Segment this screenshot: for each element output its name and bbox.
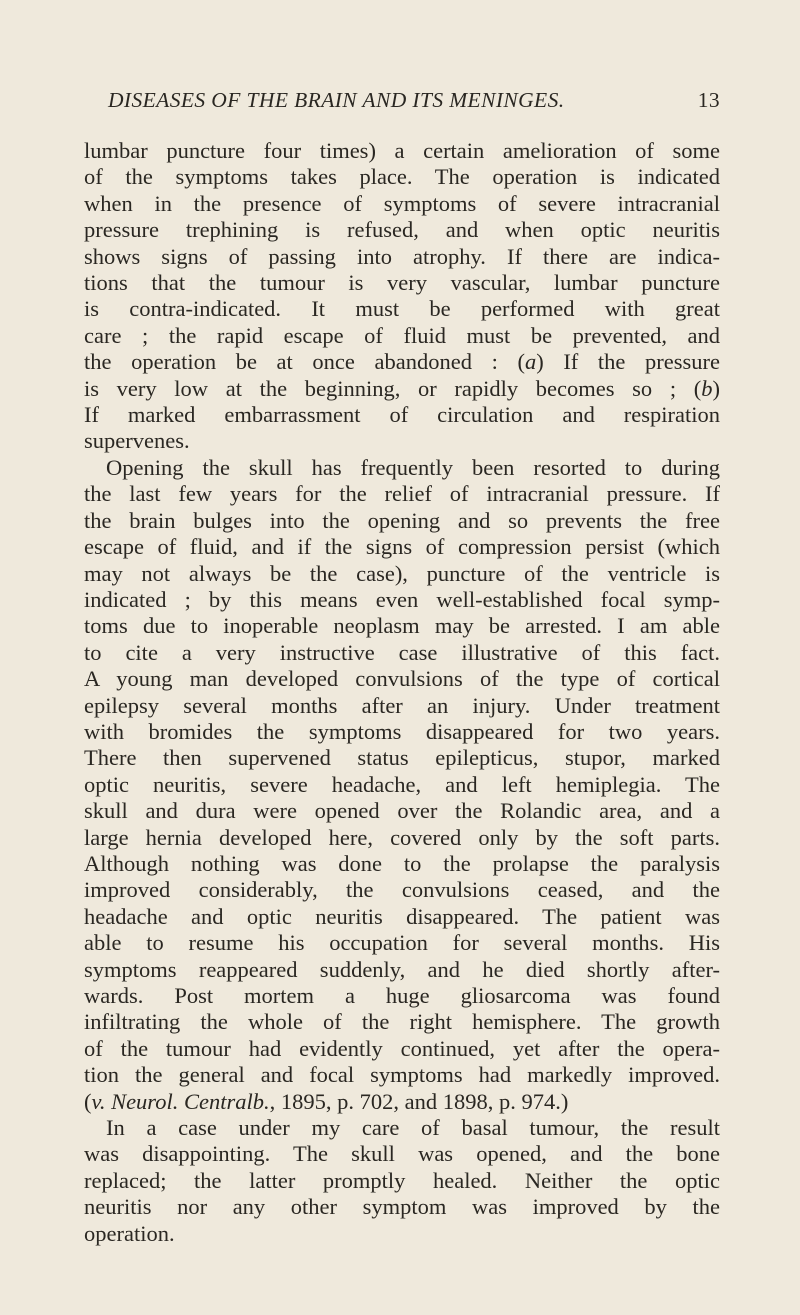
text-line (84, 349, 720, 375)
text-line: of the symptoms takes place. The operation is indicated (84, 164, 720, 190)
text-line: pressure trephining is refused, and when optic neuritis (84, 217, 720, 243)
text-line: headache and optic neuritis disappeared. The patient was (84, 903, 720, 929)
paragraph-start: In a case under my care of basal tumour, the result (106, 1115, 720, 1141)
citation-line (84, 1089, 720, 1115)
text-line: There then supervened status epilepticus, stupor, marked (84, 745, 720, 771)
book-page (84, 88, 720, 1247)
text-line: lumbar puncture four times) a certain amelioration of some (84, 138, 720, 163)
text-segment: ) If the pressure (536, 349, 721, 375)
enumeration-a: a (524, 349, 537, 375)
text-line: large hernia developed here, covered only by the soft parts. (84, 824, 720, 850)
text-line: is contra-indicated. It must be performed with great (84, 296, 720, 322)
text-line (84, 376, 720, 402)
text-line: shows signs of passing into atrophy. If there are indica- (84, 243, 720, 269)
text-line: may not always be the case), puncture of the ventricle is (84, 560, 720, 586)
text-line: indicated ; by this means even well-established focal symp- (84, 586, 720, 612)
text-segment: , 1895, p. 702, and 1898, p. 974.) (269, 1088, 569, 1114)
text-line: tions that the tumour is very vascular, lumbar puncture (84, 270, 720, 296)
text-line: symptoms reappeared suddenly, and he died shortly after- (84, 956, 720, 982)
text-segment: ) (712, 375, 720, 401)
text-line: the last few years for the relief of intracranial pressure. If (84, 481, 720, 507)
citation-source: v. Neurol. Centralb. (91, 1088, 270, 1114)
text-line: skull and dura were opened over the Rolandic area, and a (84, 798, 720, 824)
text-line: operation. (84, 1220, 175, 1246)
text-line: wards. Post mortem a huge gliosarcoma was found (84, 983, 720, 1008)
text-line: epilepsy several months after an injury. Under treatment (84, 692, 720, 718)
text-line: the brain bulges into the opening and so prevents the free (84, 507, 720, 533)
chapter-title: DISEASES OF THE BRAIN AND ITS MENINGES. (108, 88, 565, 112)
text-line: to cite a very instructive case illustrative of this fact. (84, 639, 720, 665)
text-line: toms due to inoperable neoplasm may be arrested. I am able (84, 613, 720, 639)
text-line: was disappointing. The skull was opened, and the bone (84, 1141, 720, 1167)
page-number: 13 (697, 88, 720, 112)
running-head (84, 88, 720, 120)
text-line: care ; the rapid escape of fluid must be prevented, and (84, 322, 720, 348)
text-line: with bromides the symptoms disappeared for two years. (84, 718, 720, 744)
text-line: optic neuritis, severe headache, and left hemiplegia. The (84, 771, 720, 797)
text-segment: ( (84, 1088, 92, 1114)
text-line: Although nothing was done to the prolapse the paralysis (84, 850, 720, 876)
text-line: infiltrating the whole of the right hemisphere. The growth (84, 1009, 720, 1035)
text-line: escape of fluid, and if the signs of compression persist (which (84, 534, 720, 560)
enumeration-b: b (701, 375, 713, 401)
text-line: tion the general and focal symptoms had markedly improved. (84, 1062, 720, 1088)
text-line: replaced; the latter promptly healed. Neither the optic (84, 1167, 720, 1193)
text-segment: is very low at the beginning, or rapidly becomes so ; ( (84, 375, 702, 401)
text-line: able to resume his occupation for several months. His (84, 930, 720, 956)
paragraph-start: Opening the skull has frequently been resorted to during (106, 454, 720, 480)
text-line: supervenes. (84, 428, 190, 454)
text-segment: the operation be at once abandoned : ( (84, 349, 525, 375)
body-text (84, 138, 720, 1247)
text-line: of the tumour had evidently continued, yet after the opera- (84, 1035, 720, 1061)
text-line: If marked embarrassment of circulation and respiration (84, 402, 720, 428)
text-line: improved considerably, the convulsions ceased, and the (84, 877, 720, 903)
text-line: neuritis nor any other symptom was improved by the (84, 1194, 720, 1220)
text-line: when in the presence of symptoms of severe intracranial (84, 190, 720, 216)
text-line: A young man developed convulsions of the type of cortical (84, 666, 720, 692)
